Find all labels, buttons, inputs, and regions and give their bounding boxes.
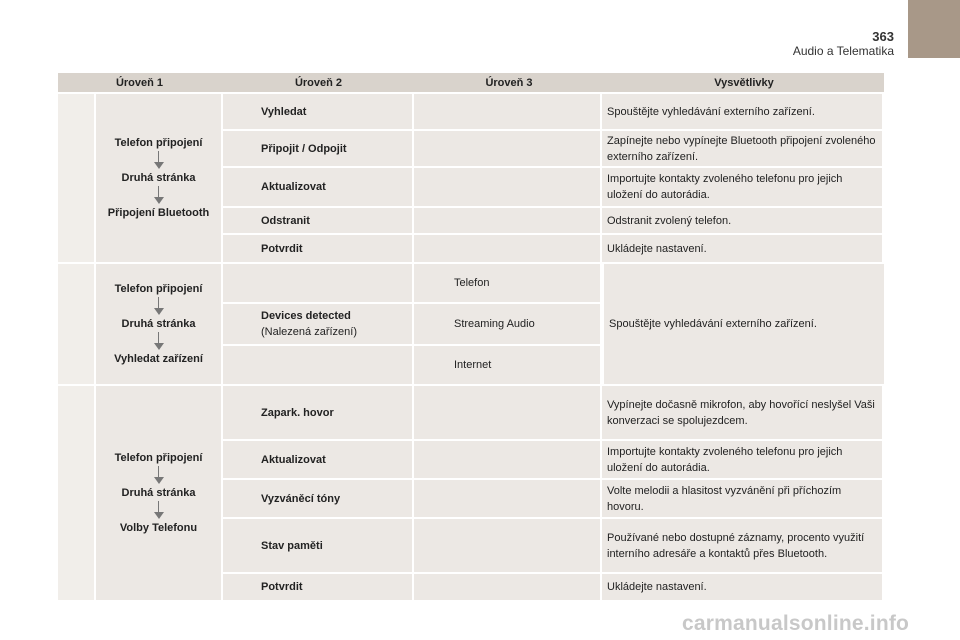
nav-step: Druhá stránka (121, 318, 196, 330)
table-row (223, 131, 884, 166)
level2-cell (223, 346, 412, 384)
header-level-1: Úroveň 1 (115, 76, 164, 89)
level3-cell (414, 480, 600, 517)
header-level-3: Úroveň 3 (485, 76, 533, 89)
chapter-tab (908, 0, 960, 58)
description-cell: Spouštějte vyhledávání externího zařízení. (602, 94, 882, 129)
arrow-down-icon (154, 151, 164, 170)
description-cell: Ukládejte nastavení. (602, 574, 882, 600)
page-number: 363 (872, 29, 894, 44)
level3-cell: Streaming Audio (414, 304, 600, 344)
devices-detected-label: Devices detected (261, 310, 351, 322)
level3-cell: Telefon (414, 264, 600, 302)
level1-cell (58, 264, 221, 384)
level2-cell: Vyzváněcí tóny (223, 480, 412, 517)
table-row (223, 94, 884, 129)
level2-cell: Potvrdit (223, 235, 412, 262)
description-cell: Spouštějte vyhledávání externího zařízení. (604, 264, 884, 384)
table-row (223, 346, 602, 384)
nav-step: Připojení Bluetooth (107, 207, 210, 219)
level3-cell (414, 235, 600, 262)
level2-cell: Vyhledat (223, 94, 412, 129)
nav-step: Druhá stránka (121, 172, 196, 184)
level2-cell (223, 264, 412, 302)
group-bluetooth-connection (58, 94, 884, 262)
arrow-down-icon (154, 332, 164, 351)
level1-cell (58, 386, 221, 600)
level3-cell (414, 519, 600, 572)
level1-cell (58, 94, 221, 262)
nav-step: Telefon připojení (114, 452, 203, 464)
arrow-down-icon (154, 297, 164, 316)
arrow-down-icon (154, 466, 164, 485)
table-row (223, 264, 602, 302)
description-cell: Odstranit zvolený telefon. (602, 208, 882, 233)
description-cell: Používané nebo dostupné záznamy, procento využití interního adresáře a kontaktů přes Bluetooth. (602, 519, 882, 572)
nav-step: Druhá stránka (121, 487, 196, 499)
nav-step: Volby Telefonu (119, 522, 198, 534)
table-row (223, 168, 884, 206)
arrow-down-icon (154, 501, 164, 520)
table-row (223, 519, 884, 572)
nav-step: Telefon připojení (114, 283, 203, 295)
level3-cell (414, 168, 600, 206)
watermark: carmanualsonline.info (682, 612, 910, 635)
description-cell: Importujte kontakty zvoleného telefonu pro jejich uložení do autorádia. (602, 441, 882, 478)
nav-step: Telefon připojení (114, 137, 203, 149)
level3-cell (414, 208, 600, 233)
level3-cell (414, 94, 600, 129)
table-row (223, 208, 884, 233)
arrow-down-icon (154, 186, 164, 205)
description-cell: Importujte kontakty zvoleného telefonu pro jejich uložení do autorádia. (602, 168, 882, 206)
level2-cell: Stav paměti (223, 519, 412, 572)
level2-cell: Odstranit (223, 208, 412, 233)
nav-step: Vyhledat zařízení (114, 353, 203, 365)
description-cell: Zapínejte nebo vypínejte Bluetooth připojení zvoleného externího zařízení. (602, 131, 882, 166)
level2-cell: Aktualizovat (223, 441, 412, 478)
devices-detected-sublabel: (Nalezená zařízení) (261, 326, 357, 338)
section-title: Audio a Telematika (792, 44, 894, 58)
level2-cell: Potvrdit (223, 574, 412, 600)
table-row (223, 235, 884, 262)
level3-cell (414, 131, 600, 166)
table-row (223, 574, 884, 600)
table-row (223, 304, 602, 344)
group-search-devices (58, 264, 884, 384)
description-cell: Vypínejte dočasně mikrofon, aby hovořící neslyšel Vaši konverzaci se spolujezdcem. (602, 386, 882, 439)
level3-cell (414, 386, 600, 439)
level2-cell: Zapark. hovor (223, 386, 412, 439)
level3-cell (414, 574, 600, 600)
description-cell: Ukládejte nastavení. (602, 235, 882, 262)
header-level-2: Úroveň 2 (294, 76, 343, 89)
level3-cell (414, 441, 600, 478)
level2-cell: Připojit / Odpojit (223, 131, 412, 166)
description-cell: Volte melodii a hlasitost vyzvánění při příchozím hovoru. (602, 480, 882, 517)
table-header (58, 73, 884, 92)
level2-cell: Aktualizovat (223, 168, 412, 206)
group-phone-options (58, 386, 884, 600)
level2-cell (223, 304, 412, 344)
level3-cell: Internet (414, 346, 600, 384)
table-row (223, 480, 884, 517)
table-row (223, 441, 884, 478)
header-notes: Vysvětlivky (714, 76, 774, 89)
table-row (223, 386, 884, 439)
